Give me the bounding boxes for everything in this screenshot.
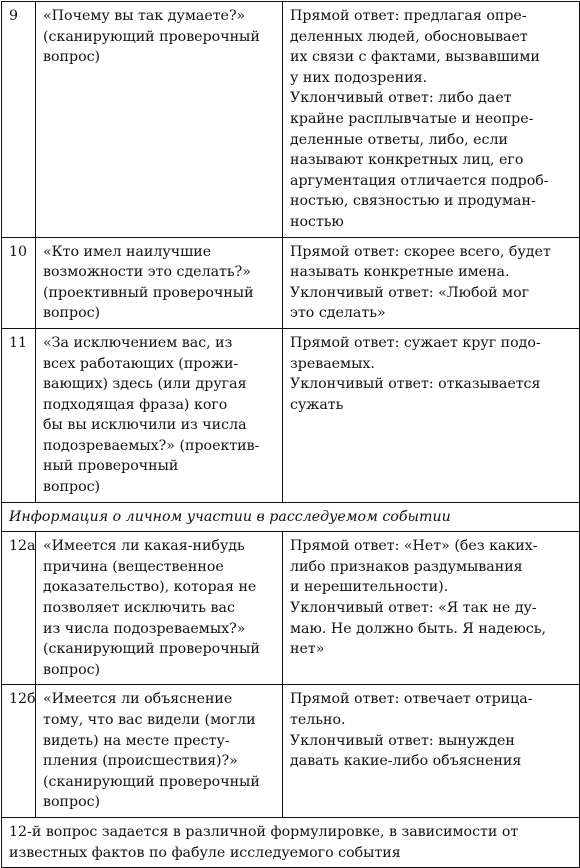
footnote: 12-й вопрос задается в различной формулировке, в зависимости от известных фактов по фабуле исследуемого события <box>2 817 580 867</box>
question-number: 9 <box>2 2 36 238</box>
table-row <box>2 532 580 685</box>
answer-text: Прямой ответ: сужает круг подо- зреваемых. Уклончивый ответ: отказывается сужать <box>283 328 580 502</box>
table-row <box>2 328 580 502</box>
question-number: 12а <box>2 532 36 685</box>
question-number: 11 <box>2 328 36 502</box>
answer-text: Прямой ответ: «Нет» (без каких- либо признаков раздумывания и нерешительности). Уклончивый ответ: «Я так не ду- маю. Не должно быть. Я надеюсь, нет» <box>283 532 580 685</box>
table-row <box>2 685 580 818</box>
answer-text: Прямой ответ: предлагая опре- деленных людей, обосновывает их связи с фактами, вызвавшими у них подозрения. Уклончивый ответ: либо дает крайне расплывчатые и неопре- деленные ответы, либо, если называют конкретных лиц, его аргументация отличается подроб- ностью, связностью и продуман- ностью <box>283 2 580 238</box>
footnote-row <box>2 817 580 867</box>
section-title: Информация о личном участии в расследуемом событии <box>2 502 580 532</box>
question-text: «За исключением вас, из всех работающих (прожи- вающих) здесь (или другая подходящая фраза) кого бы вы исключили из числа подозреваемых?» (проектив- ный проверочный вопрос) <box>36 328 283 502</box>
question-text: «Имеется ли объяснение тому, что вас видели (могли видеть) на месте престу- пления (происшествия)?» (сканирующий проверочный вопрос) <box>36 685 283 818</box>
question-text: «Имеется ли какая-нибудь причина (вещественное доказательство), которая не позволяет исключить вас из числа подозреваемых?» (сканирующий проверочный вопрос) <box>36 532 283 685</box>
question-number: 12б <box>2 685 36 818</box>
questions-table <box>1 1 580 868</box>
table-row <box>2 2 580 238</box>
section-row <box>2 502 580 532</box>
question-text: «Кто имел наилучшие возможности это сделать?» (проективный проверочный вопрос) <box>36 237 283 328</box>
table-row <box>2 237 580 328</box>
answer-text: Прямой ответ: отвечает отрица- тельно. Уклончивый ответ: вынужден давать какие-либо объяснения <box>283 685 580 818</box>
question-text: «Почему вы так думаете?» (сканирующий проверочный вопрос) <box>36 2 283 238</box>
answer-text: Прямой ответ: скорее всего, будет называть конкретные имена. Уклончивый ответ: «Любой мог это сделать» <box>283 237 580 328</box>
question-number: 10 <box>2 237 36 328</box>
